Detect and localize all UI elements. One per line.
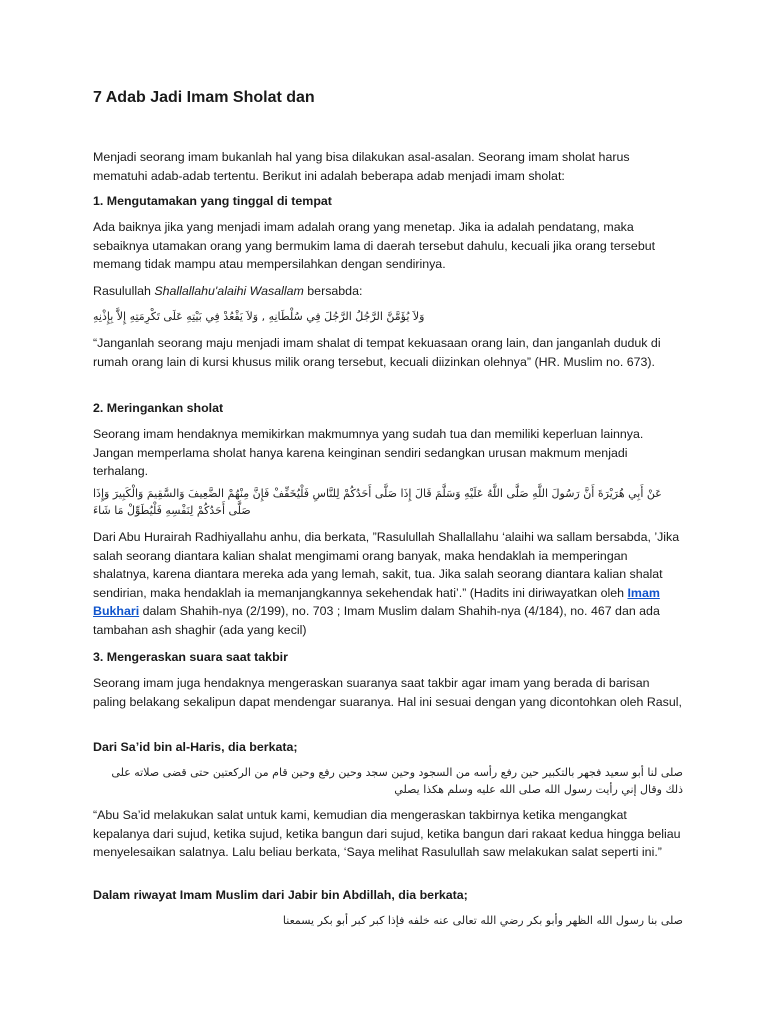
translation-part-a: Dari Abu Hurairah Radhiyallahu anhu, dia berkata, ”Rasulullah Shallallahu ‘alaihi wa sallam bersabda, ’Jika salah seorang diantara kalian shalat mengimami orang banyak, maka hendaklah ia memperingan shalatnya, karena diantara mereka ada yang lemah, sakit, tua. Jika salah seorang diantara kalian shalat sendirian, maka hendaklah ia memanjangkannya sekehendak hati’.” (Hadits ini diriwayatkan oleh bbox=[93, 530, 680, 600]
intro-paragraph: Menjadi seorang imam bukanlah hal yang bisa dilakukan asal-asalan. Seorang imam sholat harus mematuhi adab-adab tertentu. Berikut ini adalah beberapa adab menjadi imam sholat: bbox=[93, 150, 630, 183]
rasul-suffix: bersabda: bbox=[303, 284, 363, 298]
translation-part-b: dalam Shahih-nya (2/199), no. 703 ; Imam Muslim dalam Shahih-nya (4/184), no. 467 dan ada tambahan ash shaghir (ada yang kecil) bbox=[93, 604, 660, 637]
imam-bukhari-link[interactable]: Imam Bukhari bbox=[93, 585, 660, 618]
section-3-paragraph: Seorang imam juga hendaknya mengeraskan suaranya saat takbir agar imam yang berada di barisan paling belakang sekalipun dapat mendengar suaranya. Hal ini sesuai dengan yang dicontohkan oleh Rasul, bbox=[93, 676, 682, 709]
rasul-prefix: Rasulullah bbox=[93, 284, 155, 298]
section-3-translation-1: “Abu Sa’id melakukan salat untuk kami, kemudian dia mengeraskan takbirnya ketika mengangkat kepalanya dari sujud, ketika sujud, ketika bangun dari sujud, ketika bangun dari rakaat kedua hingga beliau menyelesaikan salatnya. Lalu beliau berkata, ‘Saya melihat Rasulullah saw melakukan salat seperti ini.” bbox=[93, 808, 681, 859]
section-1-rasul-line bbox=[93, 282, 683, 301]
section-3-heading: 3. Mengeraskan suara saat takbir bbox=[93, 650, 288, 664]
rasul-italic: Shallallahu'alaihi Wasallam bbox=[154, 284, 304, 298]
section-1-arabic-hadith: وَلاَ يُؤَمَّنَّ الرَّجُلُ الرَّجُلَ فِي سُلْطَانِهِ , وَلاَ يَقْعُدْ فِي بَيْتِهِ عَلَى تَكْرِمَتِهِ إِلاَّ بِإِذْنِهِ bbox=[93, 310, 425, 323]
section-3-narrator-2: Dalam riwayat Imam Muslim dari Jabir bin Abdillah, dia berkata; bbox=[93, 888, 468, 902]
section-3-narrator-1: Dari Sa’id bin al-Haris, dia berkata; bbox=[93, 740, 298, 754]
section-1-paragraph: Ada baiknya jika yang menjadi imam adalah orang yang menetap. Jika ia adalah pendatang, maka sebaiknya utamakan orang yang bermukim lama di daerah tersebut dahulu, kecuali jika orang tersebut memang tidak mampu atau mempersilahkan dengan sendirinya. bbox=[93, 220, 656, 271]
section-3-arabic-hadith-1: صلى لنا أبو سعيد فجهر بالتكبير حين رفع رأسه من السجود وحين سجد وحين رفع وحين قام من الركعتين حتى قضى صلاته على ذلك وقال إني رأيت رسول الله صلى الله عليه وسلم هكذا يصلي bbox=[111, 766, 683, 796]
section-2-arabic-hadith: عَنْ أَبِي هُرَيْرَةَ أَنَّ رَسُولَ اللَّهِ صَلَّى اللَّهُ عَلَيْهِ وَسَلَّمَ قَالَ إِذَا صَلَّى أَحَدُكُمْ لِلنَّاسِ فَلْيُخَفِّفْ فَإِنَّ مِنْهُمْ الضَّعِيفَ وَالسَّقِيمَ وَالْكَبِيرَ وَإِذَا صَلَّى أَحَدُكُمْ لِنَفْسِهِ فَلْيُطَوِّلْ مَا شَاءَ bbox=[93, 487, 662, 517]
section-3-arabic-hadith-2: صلى بنا رسول الله الظهر وأبو بكر رضي الله تعالى عنه خلفه فإذا كبر كبر أبو بكر يسمعنا bbox=[282, 914, 683, 927]
section-1-heading: 1. Mengutamakan yang tinggal di tempat bbox=[93, 194, 332, 208]
section-2-paragraph: Seorang imam hendaknya memikirkan makmumnya yang sudah tua dan memiliki keperluan lainnya. Jangan memperlama sholat hanya karena keinginan sendiri sedangkan urusan makmum menjadi terhalang. bbox=[93, 427, 644, 478]
section-1-translation: “Janganlah seorang maju menjadi imam shalat di tempat kekuasaan orang lain, dan janganlah duduk di rumah orang lain di kursi khusus milik orang tersebut, kecuali diizinkan olehnya” (HR. Muslim no. 673). bbox=[93, 336, 661, 369]
article-title: 7 Adab Jadi Imam Sholat dan bbox=[93, 89, 315, 106]
section-2-heading: 2. Meringankan sholat bbox=[93, 401, 224, 415]
section-2-translation bbox=[93, 528, 683, 639]
